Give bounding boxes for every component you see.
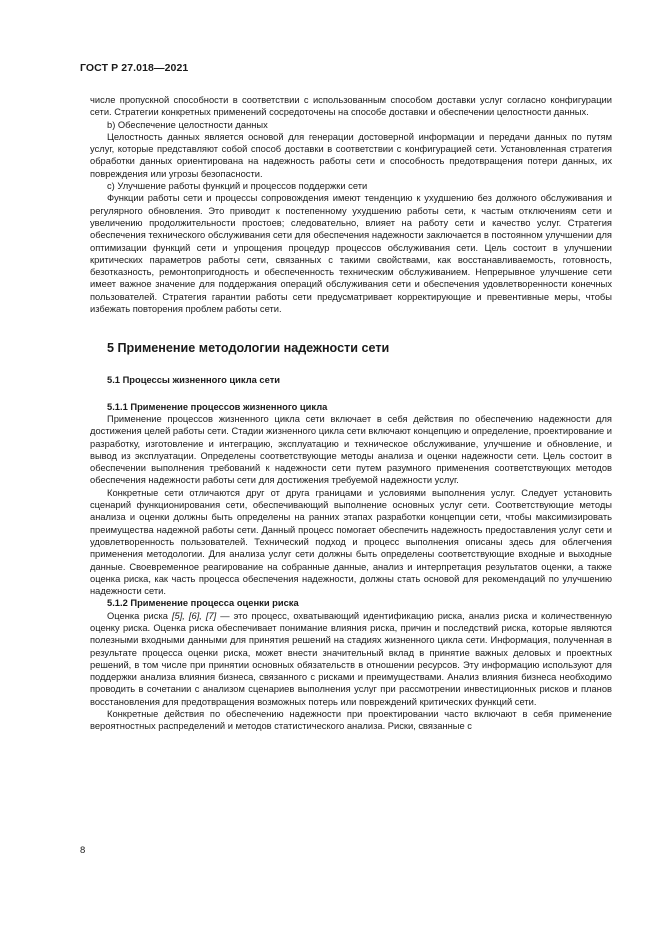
list-item-c: c) Улучшение работы функций и процессов поддержки сети (107, 181, 368, 192)
paragraph: Конкретные сети отличаются друг от друга границами и условиями выполнения услуг. Следует установить сценарий функционирования сети, обеспечивающий выполнение основных услуг сети. Соответствующие методы анализа и оценки должны быть определены на ранних этапах разработки концепции сети, чтобы максимизировать преимущества надежной работы сети. Данный процесс помогает обеспечить надежность предоставления услуг сети и удовлетворенность пользователей. Технический подход и процесс выполнения описаны здесь для облегчения применения методологии. Для анализа услуг сети должны быть определены соответствующие входные и выходные данные. Своевременное реагирование на собранные данные, анализ и интерпретация результатов оценки, а также оценка риска, как часть процесса обеспечения надежности, должны стать основой для рекомендаций по улучшению надежности сети. (90, 487, 612, 597)
list-item-b: b) Обеспечение целостности данных (107, 119, 268, 130)
page-body (90, 94, 612, 733)
section-5-1-heading: 5.1 Процессы жизненного цикла сети (107, 375, 281, 386)
paragraph: Целостность данных является основой для генерации достоверной информации и передачи данных по путям услуг, которые представляют собой способ доставки в соответствии с конфигурацией сети. Установленная стратегия обработки данных ориентирована на надежность работы сети и способность предотвращения потери данных, их повреждения или угрозы безопасности. (90, 131, 612, 179)
section-5-heading: 5 Применение методологии надежности сети (107, 341, 390, 356)
paragraph-rest: — это процесс, охватывающий идентификацию риска, анализ риска и количественную оценку риска. Оценка риска обеспечивает понимание влияния риска, причин и последствий риска, которые являются полезными входными данными для принятия решений на стадиях жизненного цикла сети. Информация, полученная в результате процесса оценки риска, может внести значительный вклад в принятие важных деловых и проектных решений, в том числе при принятии основных обязательств в отношении ресурсов. Эту информацию используют для поддержки анализа влияния бизнеса, связанного с рисками и преимуществами. Анализ влияния бизнеса необходимо проводить в сочетании с анализом сценариев выполнения услуг при рассмотрении инвестиционных рисков и планов восстановления для предотвращения возможных потерь или повреждений критических функций сети. (90, 610, 612, 707)
paragraph: числе пропускной способности в соответствии с использованным способом доставки услуг согласно конфигурации сети. Стратегии конкретных применений сосредоточены на способе доставки и обеспечении целостности данных. (90, 95, 612, 118)
reference-links[interactable]: [5], [6], [7] (171, 610, 217, 621)
paragraph-lead: Оценка риска (107, 610, 172, 621)
standard-header: ГОСТ Р 27.018—2021 (80, 62, 189, 74)
section-5-1-2-heading: 5.1.2 Применение процесса оценки риска (107, 598, 299, 609)
section-5-1-1-heading: 5.1.1 Применение процессов жизненного цикла (107, 401, 328, 412)
paragraph: Применение процессов жизненного цикла сети включает в себя действия по обеспечению надежности для достижения целей работы сети. Стадии жизненного цикла сети включают концепцию и определение, проектирование и разработку, изготовление и интеграцию, эксплуатацию и техническое обслуживание, улучшение и обновление, и вывод из эксплуатации. Определены соответствующие методы анализа и оценки надежности сети. Цель состоит в обеспечении выполнения требований к надежности сети путем разумного применения соответствующих методов обеспечения надежности работы сети для достижения требуемой надежности услуг. (90, 413, 612, 486)
page-number: 8 (80, 845, 86, 856)
paragraph: Функции работы сети и процессы сопровождения имеют тенденцию к ухудшению без должного обслуживания и регулярного обновления. Это приводит к постепенному ухудшению работы сети, к частым отключениям сети и увеличению продолжительности простоев; следовательно, влияет на работу сети и качество услуг. Стратегия обеспечения технического обслуживания сети для обеспечения надежности заключается в постоянном улучшении для оптимизации функций сети и упрощения процедур процессов обслуживания сети. Цель состоит в улучшении критических параметров работы сети, связанных с такими свойствами, как восстанавливаемость, готовность, безотказность, ремонтопригодность и обеспеченность техническим обслуживанием. Непрерывное улучшение сети имеет важное значение для поддержания операций обслуживания сети и обеспечения удовлетворенности конечных пользователей. Стратегия гарантии работы сети предусматривает корректирующие и превентивные меры, чтобы избежать повторения проблем работы сети. (90, 193, 612, 315)
paragraph: Конкретные действия по обеспечению надежности при проектировании часто включают в себя применение вероятностных распределений и методов статистического анализа. Риски, связанные с (90, 709, 612, 732)
paragraph (90, 610, 612, 708)
